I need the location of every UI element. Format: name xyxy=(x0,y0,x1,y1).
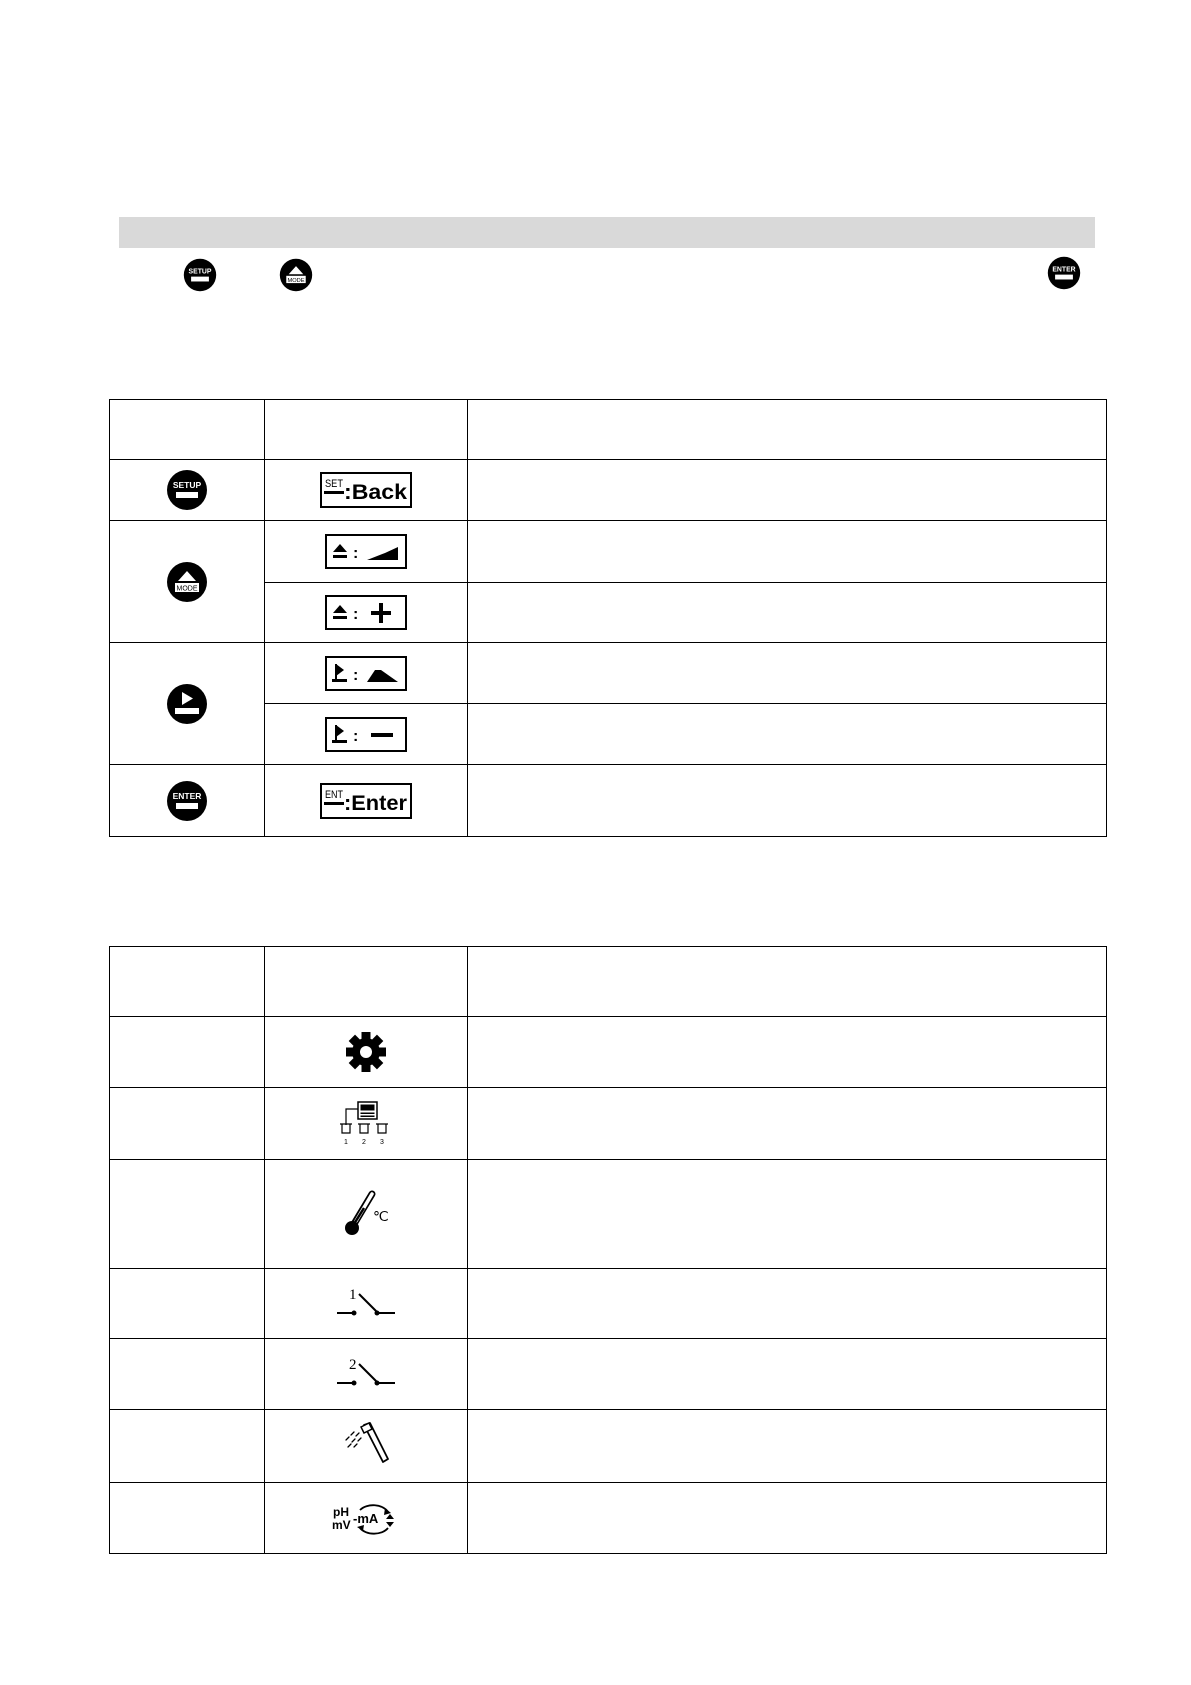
name-cell xyxy=(110,1088,265,1160)
up-ramp-display-icon xyxy=(325,534,407,569)
wash-icon xyxy=(340,1421,392,1471)
keys-table-header-row xyxy=(110,400,1107,460)
output-icon xyxy=(330,1495,402,1541)
description-cell xyxy=(468,1269,1107,1339)
relay-2-icon xyxy=(335,1354,397,1394)
display-cell xyxy=(265,583,468,643)
description-cell xyxy=(468,643,1107,704)
name-cell xyxy=(110,1269,265,1339)
name-cell xyxy=(110,1483,265,1554)
enter-key-icon xyxy=(166,780,208,822)
setup-key-label: SETUP xyxy=(188,268,212,276)
display-separator: : xyxy=(353,606,359,623)
set-back-display-icon xyxy=(320,472,412,508)
description-cell xyxy=(468,521,1107,583)
icons-table-header-row xyxy=(110,947,1107,1017)
setup-key-label: SETUP xyxy=(172,480,202,490)
table-row xyxy=(110,1410,1107,1483)
icon-cell xyxy=(265,1483,468,1554)
section-heading-bar xyxy=(119,217,1095,248)
mode-key-icon xyxy=(279,258,313,292)
table-row xyxy=(110,1017,1107,1088)
right-key-icon xyxy=(166,683,208,725)
table-row xyxy=(110,643,1107,704)
description-cell xyxy=(468,1410,1107,1483)
header-cell-description xyxy=(468,400,1107,460)
display-prefix: ENT xyxy=(325,788,344,801)
header-cell-key xyxy=(110,400,265,460)
calibration-icon xyxy=(336,1101,396,1147)
description-cell xyxy=(468,1088,1107,1160)
description-cell xyxy=(468,1160,1107,1269)
display-cell xyxy=(265,704,468,765)
description-cell xyxy=(468,1483,1107,1554)
enter-key-label: ENTER xyxy=(172,790,202,801)
icon-cell xyxy=(265,1088,468,1160)
setup-key-icon xyxy=(183,258,217,292)
output-label-mv: mV xyxy=(332,1518,351,1532)
header-cell-description xyxy=(468,947,1107,1017)
key-cell xyxy=(110,521,265,643)
display-cell xyxy=(265,643,468,704)
mode-key-icon xyxy=(166,561,208,603)
description-cell xyxy=(468,1339,1107,1410)
minus-display-icon xyxy=(325,717,407,752)
table-row xyxy=(110,1483,1107,1554)
relay-1-icon xyxy=(335,1284,397,1324)
setup-key-graphic xyxy=(183,258,217,292)
beaker-number: 1 xyxy=(344,1138,348,1146)
table-row xyxy=(110,1088,1107,1160)
mode-key-label: MODE xyxy=(176,585,198,592)
table-row xyxy=(110,1339,1107,1410)
description-cell xyxy=(468,704,1107,765)
name-cell xyxy=(110,1410,265,1483)
table-row xyxy=(110,1160,1107,1269)
table-row xyxy=(110,1269,1107,1339)
display-cell xyxy=(265,460,468,521)
beaker-number: 2 xyxy=(362,1138,366,1146)
description-cell xyxy=(468,460,1107,521)
display-text: :Back xyxy=(344,481,408,504)
gear-icon xyxy=(344,1030,388,1074)
enter-key-graphic xyxy=(1047,256,1081,290)
beaker-number: 3 xyxy=(380,1138,384,1146)
table-row xyxy=(110,460,1107,521)
header-cell-display xyxy=(265,400,468,460)
plus-display-icon xyxy=(325,595,407,630)
setup-key-icon xyxy=(166,469,208,511)
icons-table xyxy=(109,946,1107,1554)
thermometer-icon xyxy=(340,1188,392,1240)
display-cell xyxy=(265,521,468,583)
header-cell-name xyxy=(110,947,265,1017)
description-cell xyxy=(468,583,1107,643)
name-cell xyxy=(110,1017,265,1088)
key-cell xyxy=(110,643,265,765)
description-cell xyxy=(468,1017,1107,1088)
icon-cell xyxy=(265,1160,468,1269)
output-label-ph: pH xyxy=(333,1505,349,1519)
name-cell xyxy=(110,1160,265,1269)
key-cell xyxy=(110,460,265,521)
icon-cell xyxy=(265,1339,468,1410)
keys-table xyxy=(109,399,1107,837)
output-label-ma: -mA xyxy=(353,1511,379,1526)
key-cell xyxy=(110,765,265,837)
down-ramp-display-icon xyxy=(325,656,407,691)
display-prefix: SET xyxy=(325,478,344,490)
display-text: :Enter xyxy=(344,791,407,815)
display-separator: : xyxy=(353,727,359,745)
icon-cell xyxy=(265,1410,468,1483)
display-separator: : xyxy=(353,666,359,684)
temperature-unit: ℃ xyxy=(373,1210,389,1225)
display-separator: : xyxy=(353,545,359,562)
mode-key-label: MODE xyxy=(287,277,305,284)
table-row xyxy=(110,521,1107,583)
description-cell xyxy=(468,765,1107,837)
icon-cell xyxy=(265,1269,468,1339)
display-cell xyxy=(265,765,468,837)
table-row xyxy=(110,765,1107,837)
relay-number: 2 xyxy=(349,1357,357,1373)
enter-key-icon xyxy=(1047,256,1081,290)
relay-number: 1 xyxy=(349,1286,357,1303)
name-cell xyxy=(110,1339,265,1410)
icon-cell xyxy=(265,1017,468,1088)
header-cell-icon xyxy=(265,947,468,1017)
enter-key-label: ENTER xyxy=(1052,266,1076,274)
mode-key-graphic xyxy=(279,258,313,292)
ent-enter-display-icon xyxy=(320,783,412,819)
